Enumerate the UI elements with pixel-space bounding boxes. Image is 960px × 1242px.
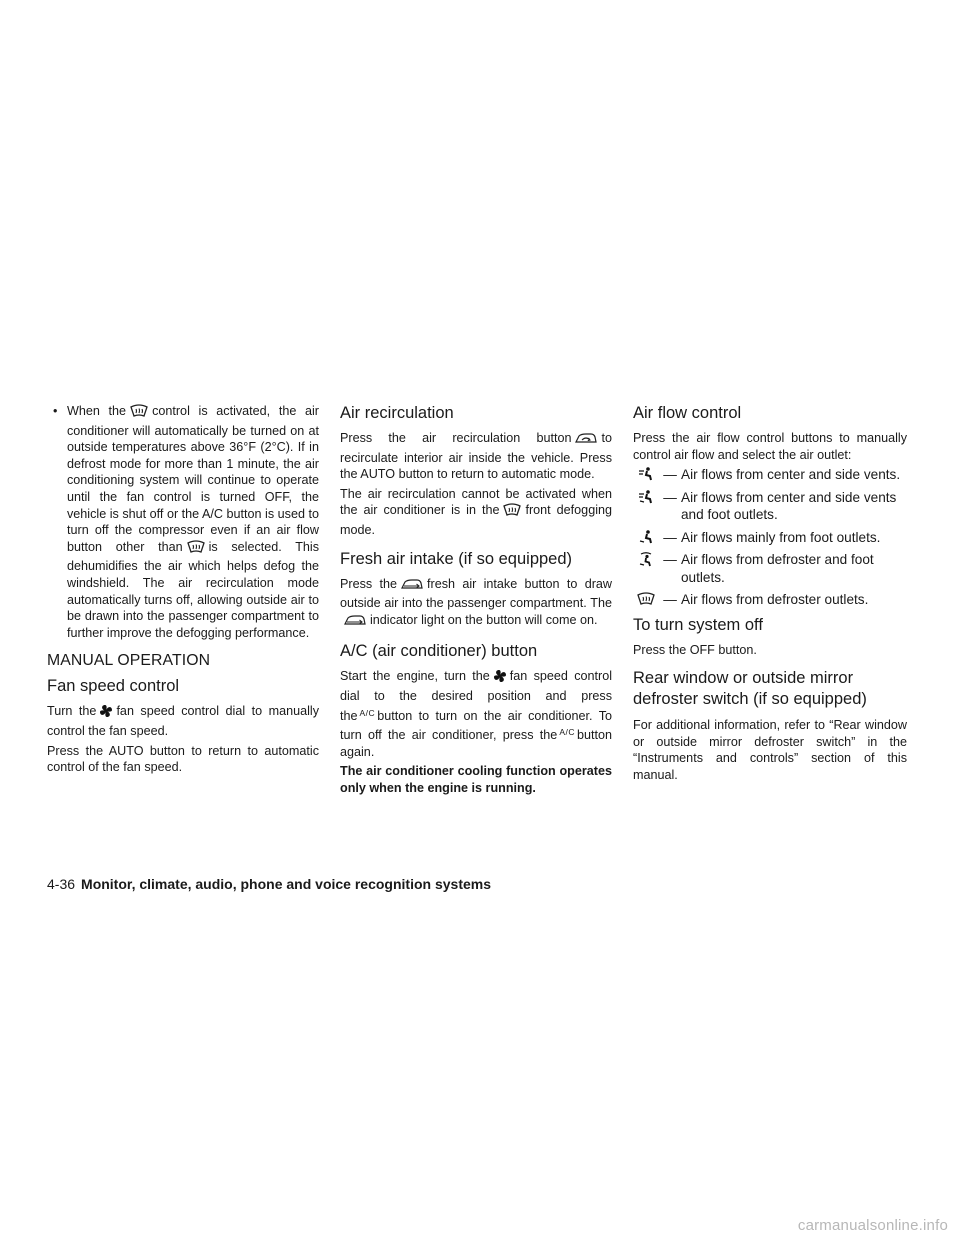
defrost-icon (186, 540, 206, 559)
fresh-air-heading: Fresh air intake (if so equipped) (340, 549, 573, 568)
ac-p1-d: button again. (340, 728, 612, 759)
flow-text: Air flows mainly from foot outlets. (681, 529, 881, 545)
flow-dash: — (663, 529, 677, 545)
defrost-icon (633, 591, 659, 609)
flow-item (633, 551, 907, 586)
vent-face-icon (633, 466, 659, 484)
ac-p1-a: Start the engine, turn the (340, 669, 490, 684)
recirc-p2-a: The air recirculation cannot be activated when the air conditioner is in the (340, 486, 612, 518)
recirc-p1-a: Press the air recirculation button (340, 431, 572, 445)
flow-item (633, 489, 907, 524)
vent-defrost-foot-icon (633, 551, 659, 586)
air-recirculation-heading: Air recirculation (340, 404, 454, 422)
flow-dash: — (663, 592, 677, 608)
fresh-p1-a: Press the (340, 576, 398, 591)
turn-off-paragraph: Press the OFF button. (633, 642, 757, 657)
air-flow-intro: Press the air flow control buttons to manually control air flow and select the air outlet: (633, 431, 907, 462)
manual-operation-heading: MANUAL OPERATION (47, 652, 211, 670)
vent-bilevel-icon (633, 489, 659, 524)
fresh-air-paragraph (340, 576, 612, 632)
column-right (633, 403, 907, 787)
bullet-dot: • (53, 404, 58, 418)
fresh-air-icon (343, 614, 367, 632)
flow-text: Air flows from defroster and foot outlets. (681, 552, 874, 585)
bullet-text-3: is selected. This dehumidifies the air which helps defog the windshield. The air recirculation mode automatically turns off, allowing outside air to be drawn into the passenger compartment to further improve the defogging performance. (67, 539, 320, 640)
flow-text: Air flows from defroster outlets. (681, 592, 869, 608)
fresh-air-icon (400, 578, 424, 596)
recirc-paragraph-1 (340, 430, 612, 483)
flow-dash: — (663, 467, 677, 483)
rear-defroster-heading: Rear window or outside mirror defroster switch (if so equipped) (633, 669, 867, 709)
ac-p1-b: fan speed control dial to the desired position and press the (340, 669, 612, 723)
flow-item (633, 466, 907, 484)
defrost-icon (502, 503, 522, 522)
section-title: Monitor, climate, audio, phone and voice recognition systems (81, 876, 491, 892)
flow-item (633, 529, 907, 547)
ac-symbol: A/C (559, 727, 575, 738)
fan-speed-paragraph-2: Press the AUTO button to return to automatic control of the fan speed. (47, 743, 319, 775)
page-number: 4-36 (47, 876, 76, 892)
ac-paragraph (340, 668, 612, 760)
fan-p1-b: fan speed control dial to manually control the fan speed. (47, 704, 320, 738)
fan-speed-paragraph-1 (47, 703, 319, 739)
fresh-p1-c: indicator light on the button will come on. (370, 612, 598, 627)
recirc-paragraph-2 (340, 486, 612, 539)
defrost-icon (129, 404, 149, 423)
bullet-text-2: control is activated, the air conditioner will automatically be turned on at outside temperatures above 36°F (2°C). If in defrost mode for more than 1 minute, the air conditioning system will continue to operate until the fan control is turned OFF, the vehicle is shut off or the A/C button is used to turn off the compressor even if an air flow button other than (67, 404, 319, 554)
flow-item (633, 591, 907, 609)
ac-warning: The air conditioner cooling function operates only when the engine is running. (340, 764, 612, 795)
bullet-text-1: When the (67, 404, 127, 418)
fan-speed-heading: Fan speed control (47, 677, 180, 696)
recirc-p2-b: front defogging mode. (340, 503, 613, 537)
flow-text: Air flows from center and side vents and foot outlets. (681, 489, 897, 523)
flow-dash: — (663, 552, 677, 568)
column-left (47, 403, 319, 779)
recirc-p1-b: to recirculate interior air inside the vehicle. Press the AUTO button to return to automatic mode. (340, 431, 612, 482)
air-flow-heading: Air flow control (633, 404, 742, 422)
column-middle (340, 403, 612, 800)
ac-p1-c: button to turn on the air conditioner. To turn off the air conditioner, press the (340, 708, 612, 743)
fan-icon (493, 669, 507, 688)
fan-icon (99, 704, 113, 723)
flow-dash: — (663, 489, 677, 505)
turn-off-heading: To turn system off (633, 615, 763, 634)
vent-foot-icon (633, 529, 659, 547)
flow-text: Air flows from center and side vents. (681, 467, 901, 483)
rear-defroster-paragraph: For additional information, refer to “Rear window or outside mirror defroster switch” in the “Instruments and controls” section of this manual. (633, 718, 907, 783)
page-footer (47, 876, 491, 892)
ac-button-heading: A/C (air conditioner) button (340, 642, 538, 661)
ac-symbol: A/C (359, 707, 376, 718)
recirculation-icon (574, 432, 598, 450)
fresh-p1-b: fresh air intake button to draw outside air into the passenger compartment. The (340, 576, 612, 611)
defrost-bullet (47, 403, 319, 641)
watermark: carmanualsonline.info (797, 1217, 948, 1234)
fan-p1-a: Turn the (47, 704, 97, 719)
